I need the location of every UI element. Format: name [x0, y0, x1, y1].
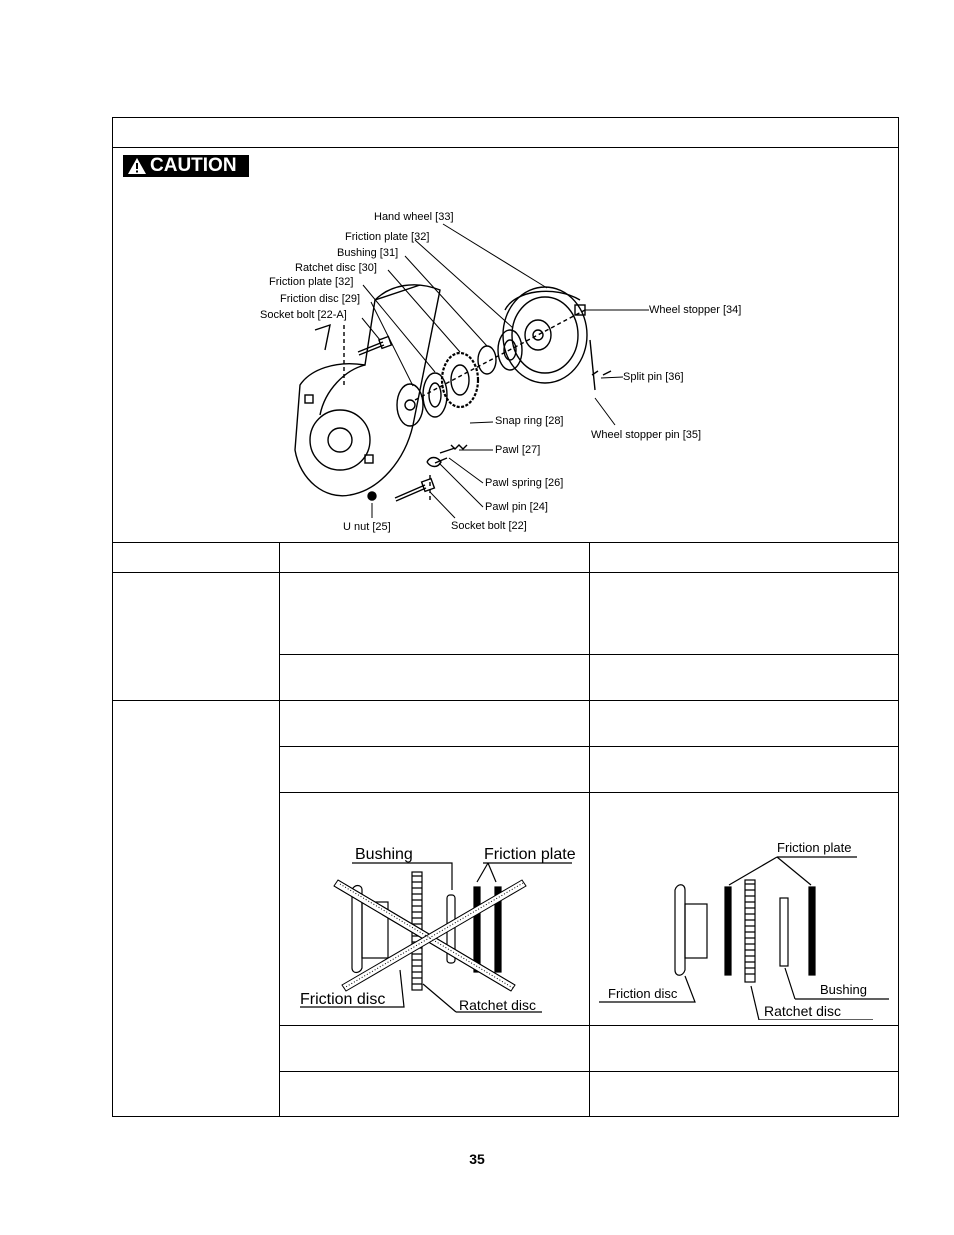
callout-friction-plate-top: Friction plate [32]	[345, 231, 430, 243]
callout-pawl-pin: Pawl pin [24]	[485, 501, 548, 513]
warning-icon	[127, 157, 147, 175]
callout-ratchet-disc: Ratchet disc [30]	[295, 262, 377, 274]
callout-wheel-stopper-pin: Wheel stopper pin [35]	[591, 429, 702, 441]
page-number: 35	[469, 1151, 485, 1167]
callout-pawl-spring: Pawl spring [26]	[485, 477, 564, 489]
wrong-label-friction-plate: Friction plate	[484, 846, 576, 863]
callout-socket-bolt-22a: Socket bolt [22-A]	[260, 309, 347, 321]
callout-wheel-stopper: Wheel stopper [34]	[649, 304, 742, 316]
correct-label-friction-plate: Friction plate	[777, 840, 852, 855]
callout-snap-ring: Snap ring [28]	[495, 415, 564, 427]
correct-label-bushing: Bushing	[820, 982, 867, 997]
callout-split-pin: Split pin [36]	[623, 371, 684, 383]
callout-socket-bolt-22: Socket bolt [22]	[451, 520, 527, 532]
correct-label-friction-disc: Friction disc	[608, 986, 678, 1001]
correct-label-ratchet-disc: Ratchet disc	[764, 1003, 842, 1019]
wrong-label-bushing: Bushing	[355, 846, 413, 863]
callout-u-nut: U nut [25]	[343, 521, 391, 533]
exploded-view-drawing	[255, 200, 775, 540]
callout-friction-disc: Friction disc [29]	[280, 293, 361, 305]
callout-pawl: Pawl [27]	[495, 444, 541, 456]
callout-friction-plate-lower: Friction plate [32]	[269, 276, 354, 288]
wrong-label-ratchet-disc: Ratchet disc	[459, 997, 537, 1013]
callout-hand-wheel: Hand wheel [33]	[374, 211, 454, 223]
callout-bushing: Bushing [31]	[337, 247, 399, 259]
caution-badge	[123, 155, 249, 177]
wrong-label-friction-disc: Friction disc	[300, 991, 386, 1008]
caution-label: CAUTION	[150, 155, 237, 176]
